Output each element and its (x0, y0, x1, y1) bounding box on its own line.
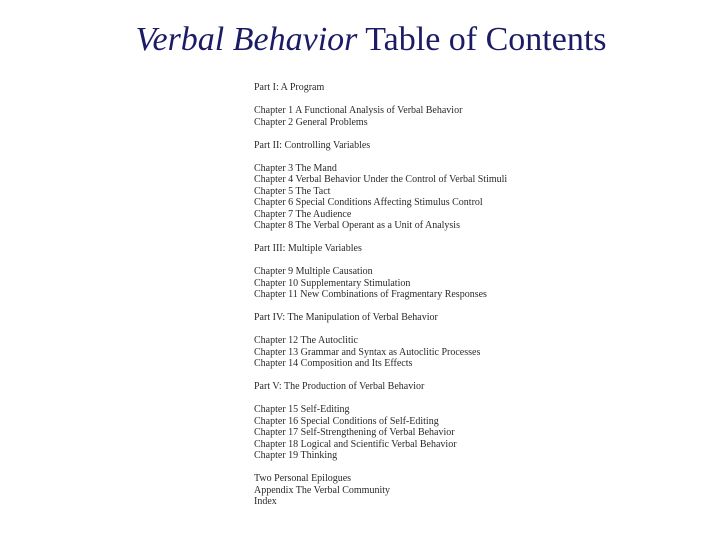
chapter-entry: Chapter 15 Self-Editing (254, 404, 350, 415)
chapter-entry: Chapter 7 The Audience (254, 208, 352, 220)
chapter-entry: Chapter 9 Multiple Causation (254, 266, 373, 277)
back-matter-entry: Index (254, 496, 277, 507)
chapter-entry: Chapter 10 Supplementary Stimulation (254, 277, 411, 289)
part-heading: Part V: The Production of Verbal Behavior (254, 381, 425, 392)
chapter-entry: Chapter 3 The Mand (254, 162, 337, 174)
part-heading: Part IV: The Manipulation of Verbal Behavior (254, 312, 438, 323)
chapter-entry: Chapter 16 Special Conditions of Self-Editing (254, 415, 439, 427)
chapter-entry: Chapter 2 General Problems (254, 116, 368, 128)
title-rest: Table of Contents (357, 21, 607, 58)
chapter-entry: Chapter 19 Thinking (254, 450, 338, 461)
chapter-entry: Chapter 13 Grammar and Syntax as Autoclitic Processes (254, 346, 481, 358)
chapter-entry: Chapter 14 Composition and Its Effects (254, 358, 413, 369)
title-book-name: Verbal Behavior (135, 21, 358, 58)
chapter-entry: Chapter 17 Self-Strengthening of Verbal Behavior (254, 427, 455, 438)
chapter-entry: Chapter 12 The Autoclitic (254, 335, 358, 346)
chapter-entry: Chapter 8 The Verbal Operant as a Unit of Analysis (254, 220, 460, 231)
chapter-entry: Chapter 5 The Tact (254, 185, 331, 197)
back-matter-entry: Appendix The Verbal Community (254, 484, 391, 496)
part-heading: Part III: Multiple Variables (254, 243, 362, 254)
table-of-contents (254, 82, 554, 508)
chapter-entry: Chapter 11 New Combinations of Fragmentary Responses (254, 289, 487, 300)
part-heading: Part II: Controlling Variables (254, 139, 371, 151)
chapter-entry: Chapter 4 Verbal Behavior Under the Control of Verbal Stimuli (254, 174, 508, 185)
slide-title (0, 18, 720, 62)
part-heading: Part I: A Program (254, 82, 325, 93)
back-matter-entry: Two Personal Epilogues (254, 473, 352, 484)
chapter-entry: Chapter 6 Special Conditions Affecting Stimulus Control (254, 197, 483, 208)
chapter-entry: Chapter 18 Logical and Scientific Verbal Behavior (254, 438, 457, 450)
chapter-entry: Chapter 1 A Functional Analysis of Verbal Behavior (254, 105, 463, 116)
